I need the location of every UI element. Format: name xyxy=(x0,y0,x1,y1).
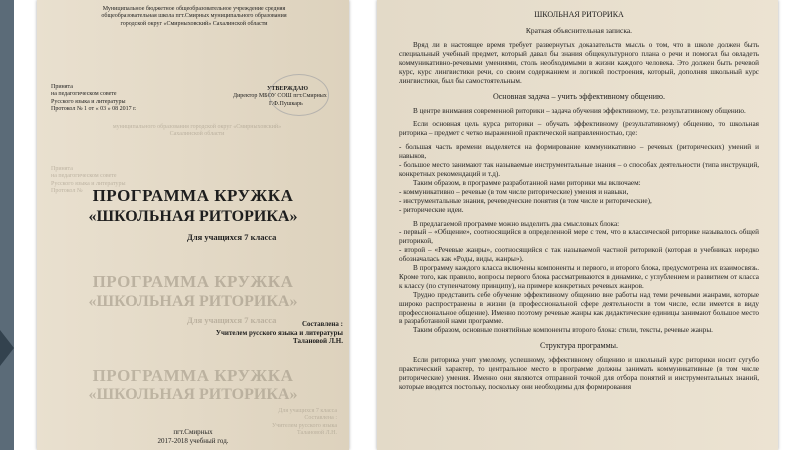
ghost-line: Для учащихся 7 класса xyxy=(278,408,337,414)
ghost-title-4: «ШКОЛЬНАЯ РИТОРИКА» xyxy=(88,386,298,403)
ghost-line: Русского языка и литературы xyxy=(51,180,126,187)
ghost-header: муниципального образования городской округ «Смирныховский» Сахалинской области xyxy=(112,124,282,138)
main-task: Основная задача – учить эффективному общению. xyxy=(492,91,666,101)
approval-line: Русского языка и литературы xyxy=(51,98,126,105)
paragraph: В программу каждого класса включены компоненты и первого, и второго блока, предусмотрена их взаимосвязь. Кроме того, как правило, вопросы первого блока рассматриваются в динамике, с углублением и развитием от класса к классу (по ступенчатому принципу), на примере конкретных речевых жанров. xyxy=(399,264,759,290)
program-title-line1: ПРОГРАММА КРУЖКА xyxy=(92,186,294,205)
year: 2017-2018 учебный год. xyxy=(157,437,229,445)
school-header: Муниципальное бюджетное общеобразовательное учреждение средняя общеобразовательная школа пгт.Смирных муниципального образования городской округ «Смирныховский» Сахалинской области xyxy=(101,6,287,27)
list-item: - риторические идеи. xyxy=(399,205,464,214)
approval-left xyxy=(51,84,201,114)
compiled-name: Талановой Л.Н. xyxy=(292,337,343,346)
compiled-block xyxy=(167,320,343,346)
ghost-line: на педагогическом совете xyxy=(51,173,117,180)
ghost-audience: Для учащихся 7 класса xyxy=(187,315,277,325)
paragraph: - второй – «Речевые жанры», соотносящийся с так называемой частной риторикой (которая в учебниках нередко обозначалась как «Роды, виды, жанры»). xyxy=(399,246,759,264)
ghost-line: Принята xyxy=(51,166,73,172)
director-name: Г.Ф.Пушкарь xyxy=(269,100,303,107)
paragraph: Таким образом, основные понятийные компоненты второго блока: стили, тексты, речевые жанры. xyxy=(413,326,713,335)
text-title: ШКОЛЬНАЯ РИТОРИКА xyxy=(534,10,624,19)
approval-line: на педагогическом совете xyxy=(51,91,117,98)
slide-accent-arrow xyxy=(0,330,14,366)
ghost-title-3: ПРОГРАММА КРУЖКА xyxy=(92,366,294,385)
approval-word: УТВЕРЖДАЮ xyxy=(267,86,309,92)
approval-protocol: Протокол № 1 от « 03 » 08 2017 г. xyxy=(51,106,137,113)
slide-accent-stripe xyxy=(0,0,14,450)
ghost-line: Протокол № xyxy=(51,188,83,195)
ghost-title-1: ПРОГРАММА КРУЖКА xyxy=(92,272,294,291)
place: пгт.Смирных xyxy=(173,428,213,436)
paragraph: - большая часть времени выделяется на формирование коммуникативно – речевых (риторических) умений и навыков, xyxy=(399,143,759,161)
paragraph: Вряд ли в настоящее время требует развернутых доказательств мысль о том, что в школе должен быть специальный учебный предмет, который давал бы знания общекультурного плана о речи и помогал бы овладеть коммуникативно-речевыми умениями, столь необходимыми в жизни каждого человека. Это должен быть речевой курс, курс лингвистики речи, со своим содержанием и логикой построения, который, дополняя школьный курс лингвистики, был бы самостоятельным. xyxy=(399,41,759,85)
paragraph: Таким образом, в программе разработанной нами риторики мы включаем: xyxy=(413,178,641,187)
ghost-line: Учителем русского языка xyxy=(271,422,337,429)
list-item: - коммуникативно – речевые (в том числе риторические) умения и навыки, xyxy=(399,187,629,196)
paragraph: - первый – «Общение», соотносящийся в определенной мере с тем, что в классической риторике называлось общей риторикой, xyxy=(399,228,759,246)
compiled-role: Учителем русского языка и литературы xyxy=(215,328,343,337)
approval-line: Принята xyxy=(51,84,73,90)
paragraph: В предлагаемой программе можно выделить два смысловых блока: xyxy=(413,219,620,228)
paragraph: Трудно представить себе обучение эффективному общению вне работы над теми речевыми жанрами, которые широко распространены в жизни (в профессиональной сфере деятельности в том числе, если имеется в виду профессиональное общение). Именно поэтому речевые жанры как дидактические единицы занимают большое место в разработанной нами программе. xyxy=(399,290,759,326)
director-line: Директор МБОУ СОШ пгт.Смирных xyxy=(233,93,327,100)
text-page-body xyxy=(399,10,759,392)
ghost-title-2: «ШКОЛЬНАЯ РИТОРИКА» xyxy=(88,293,298,310)
text-page-photo xyxy=(377,0,778,450)
paragraph: Если основная цель курса риторики – обучать эффективному (результативному) общению, то школьная риторика – предмет с четко выраженной практической направленностью, где: xyxy=(399,120,759,138)
text-subtitle: Краткая объяснительная записка. xyxy=(525,26,633,35)
paragraph: Если риторика учит умелому, успешному, эффективному общению и школьный курс риторики носит сугубо практический характер, то центральное место в программе должны занимать коммуникативные (в том числе риторические) умения. Именно они являются отправной точкой для отбора понятий и инструментальных знаний, которые вводятся постольку, поскольку они необходимы для формирования xyxy=(399,356,759,391)
structure-heading: Структура программы. xyxy=(539,341,619,351)
compiled-label: Составлена : xyxy=(301,320,343,328)
audience: Для учащихся 7 класса xyxy=(187,232,277,242)
paragraph: В центре внимания современной риторики – задача обучения эффективному, т.е. результативному общению. xyxy=(413,106,746,115)
title-page-photo xyxy=(37,0,349,450)
ghost-line: Талановой Л.Н. xyxy=(296,430,337,437)
paragraph: - большое место занимают так называемые инструментальные знания – о способах деятельности (типа инструкций, конкретных рекомендаций и т.д). xyxy=(399,161,759,178)
approval-right xyxy=(233,86,345,108)
ghost-line: Составлена : xyxy=(304,415,337,422)
list-item: - инструментальные знания, речеведческие понятия (в том числе и риторические), xyxy=(399,196,652,205)
program-title-line2: «ШКОЛЬНАЯ РИТОРИКА» xyxy=(88,208,298,225)
